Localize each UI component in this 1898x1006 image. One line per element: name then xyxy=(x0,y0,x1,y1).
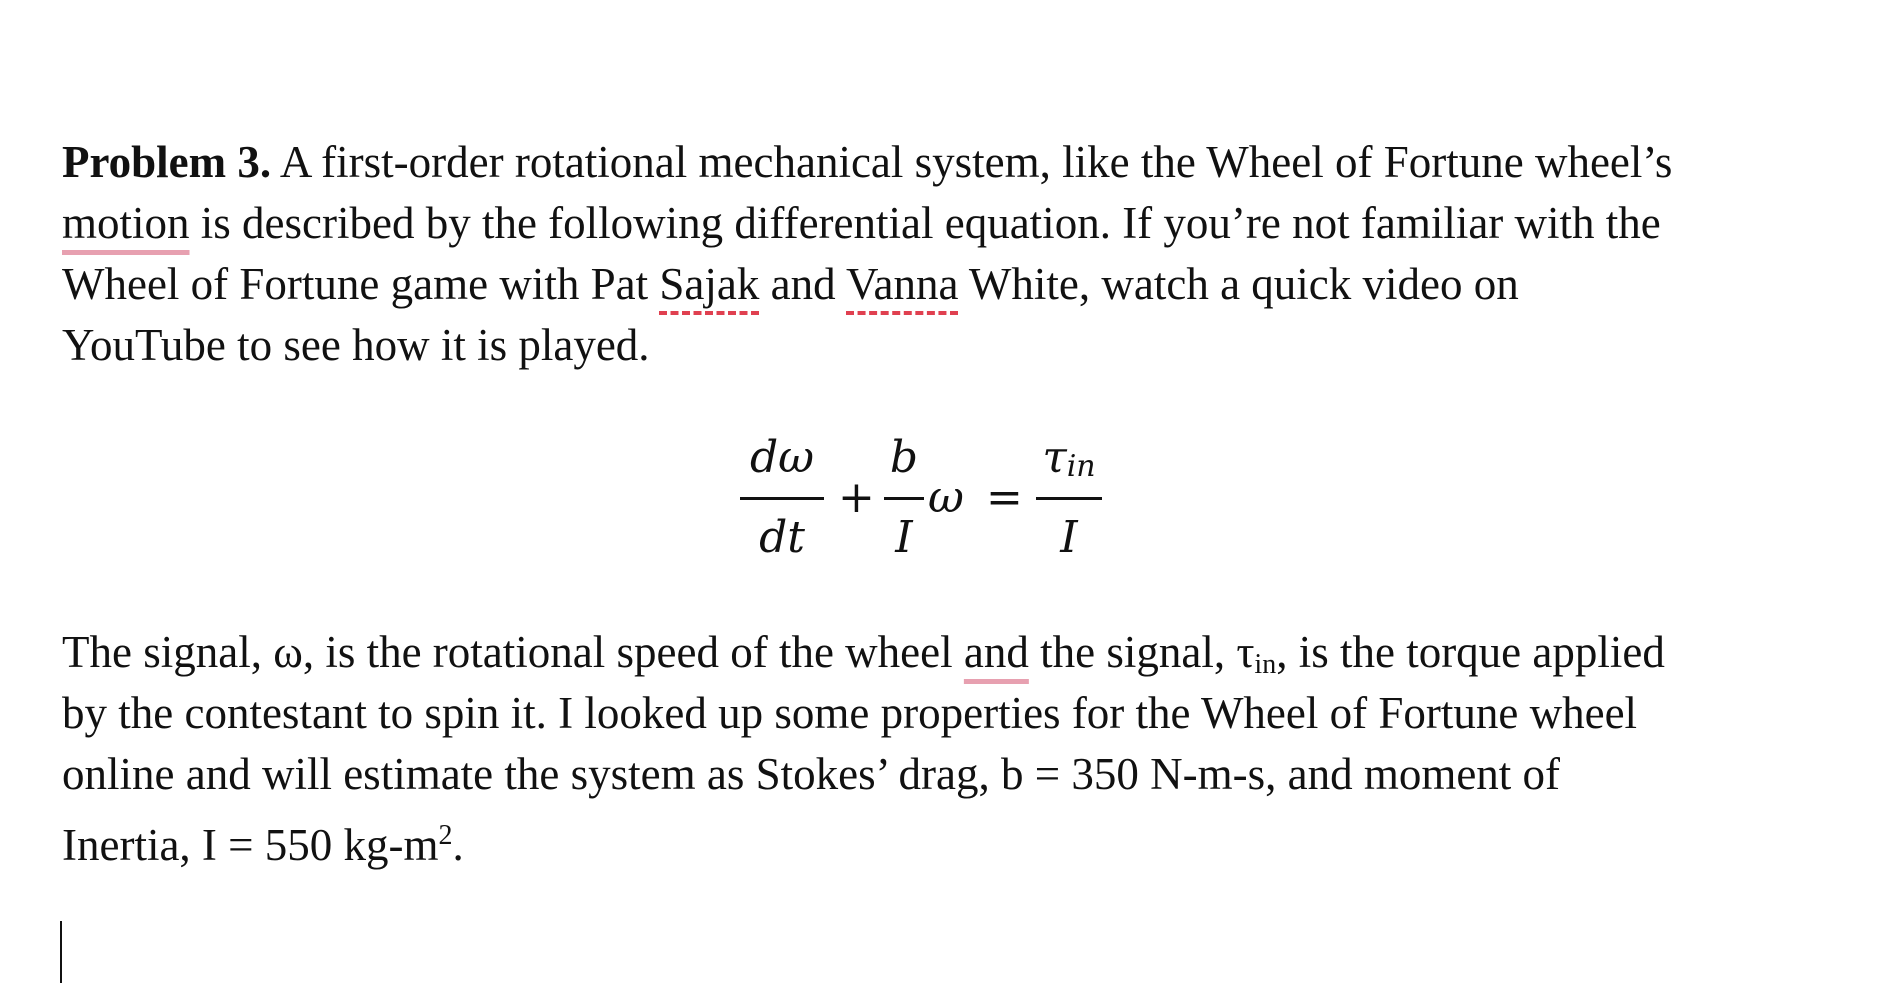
paragraph-line xyxy=(62,193,1822,254)
text-run: the signal, τ xyxy=(1028,627,1255,677)
fraction-tau-over-i xyxy=(1036,428,1102,568)
subscript: in xyxy=(1254,649,1277,680)
numerator xyxy=(1036,428,1102,488)
spelling-flagged-word[interactable]: Sajak xyxy=(659,259,760,309)
denominator: I xyxy=(1060,512,1078,563)
numerator: b xyxy=(889,432,919,483)
subscript: in xyxy=(1066,449,1096,484)
plus-sign: + xyxy=(838,472,875,523)
text-run: , is the torque applied xyxy=(1276,627,1665,677)
text-run: . xyxy=(452,820,464,870)
numerator: dω xyxy=(749,432,815,483)
text-run: by the contestant to spin it. I looked up some properties for the Wheel of Fortune wheel xyxy=(62,688,1638,738)
denominator: dt xyxy=(759,512,805,563)
text-run: is described by the following differential equation. If you’re not familiar with the xyxy=(189,198,1661,248)
fraction-domega-dt xyxy=(740,428,824,568)
text-run: The signal, ω, is the rotational speed of the wheel xyxy=(62,627,964,677)
fraction-bar xyxy=(1036,497,1102,500)
text-run: Wheel of Fortune game with Pat xyxy=(62,259,660,309)
text-run: YouTube to see how it is played. xyxy=(62,320,650,370)
text-run: online and will estimate the system as Stokes’ drag, b = 350 N-m-s, and moment of xyxy=(62,749,1561,799)
equals-sign: = xyxy=(986,472,1023,523)
fraction-b-over-i xyxy=(884,428,924,568)
spelling-flagged-word[interactable]: Vanna xyxy=(846,259,959,309)
paragraph-line xyxy=(62,805,1822,870)
text-run: Inertia, I = 550 kg-m xyxy=(62,820,439,870)
omega-variable: ω xyxy=(928,472,964,523)
paragraph-line xyxy=(62,744,1822,805)
fraction-bar xyxy=(884,497,924,500)
paragraph-line xyxy=(62,132,1822,193)
problem-label: Problem 3. xyxy=(62,137,272,187)
problem-paragraph xyxy=(62,132,1822,376)
paragraph-line xyxy=(62,683,1822,744)
paragraph-line xyxy=(62,315,1822,376)
tau-symbol: τ xyxy=(1042,432,1067,483)
fraction-bar xyxy=(740,497,824,500)
superscript: 2 xyxy=(438,820,453,851)
text-run: A first-order rotational mechanical system, like the Wheel of Fortune wheel’s xyxy=(271,137,1673,187)
text-run: and xyxy=(759,259,847,309)
paragraph-line xyxy=(62,254,1822,315)
text-run: White, watch a quick video on xyxy=(958,259,1519,309)
differential-equation xyxy=(740,428,1140,568)
grammar-flagged-word[interactable]: and xyxy=(963,627,1029,677)
paragraph-line xyxy=(62,622,1822,683)
description-paragraph xyxy=(62,622,1822,870)
text-cursor xyxy=(60,921,62,983)
denominator: I xyxy=(895,512,913,563)
grammar-flagged-word[interactable]: motion xyxy=(62,198,190,248)
